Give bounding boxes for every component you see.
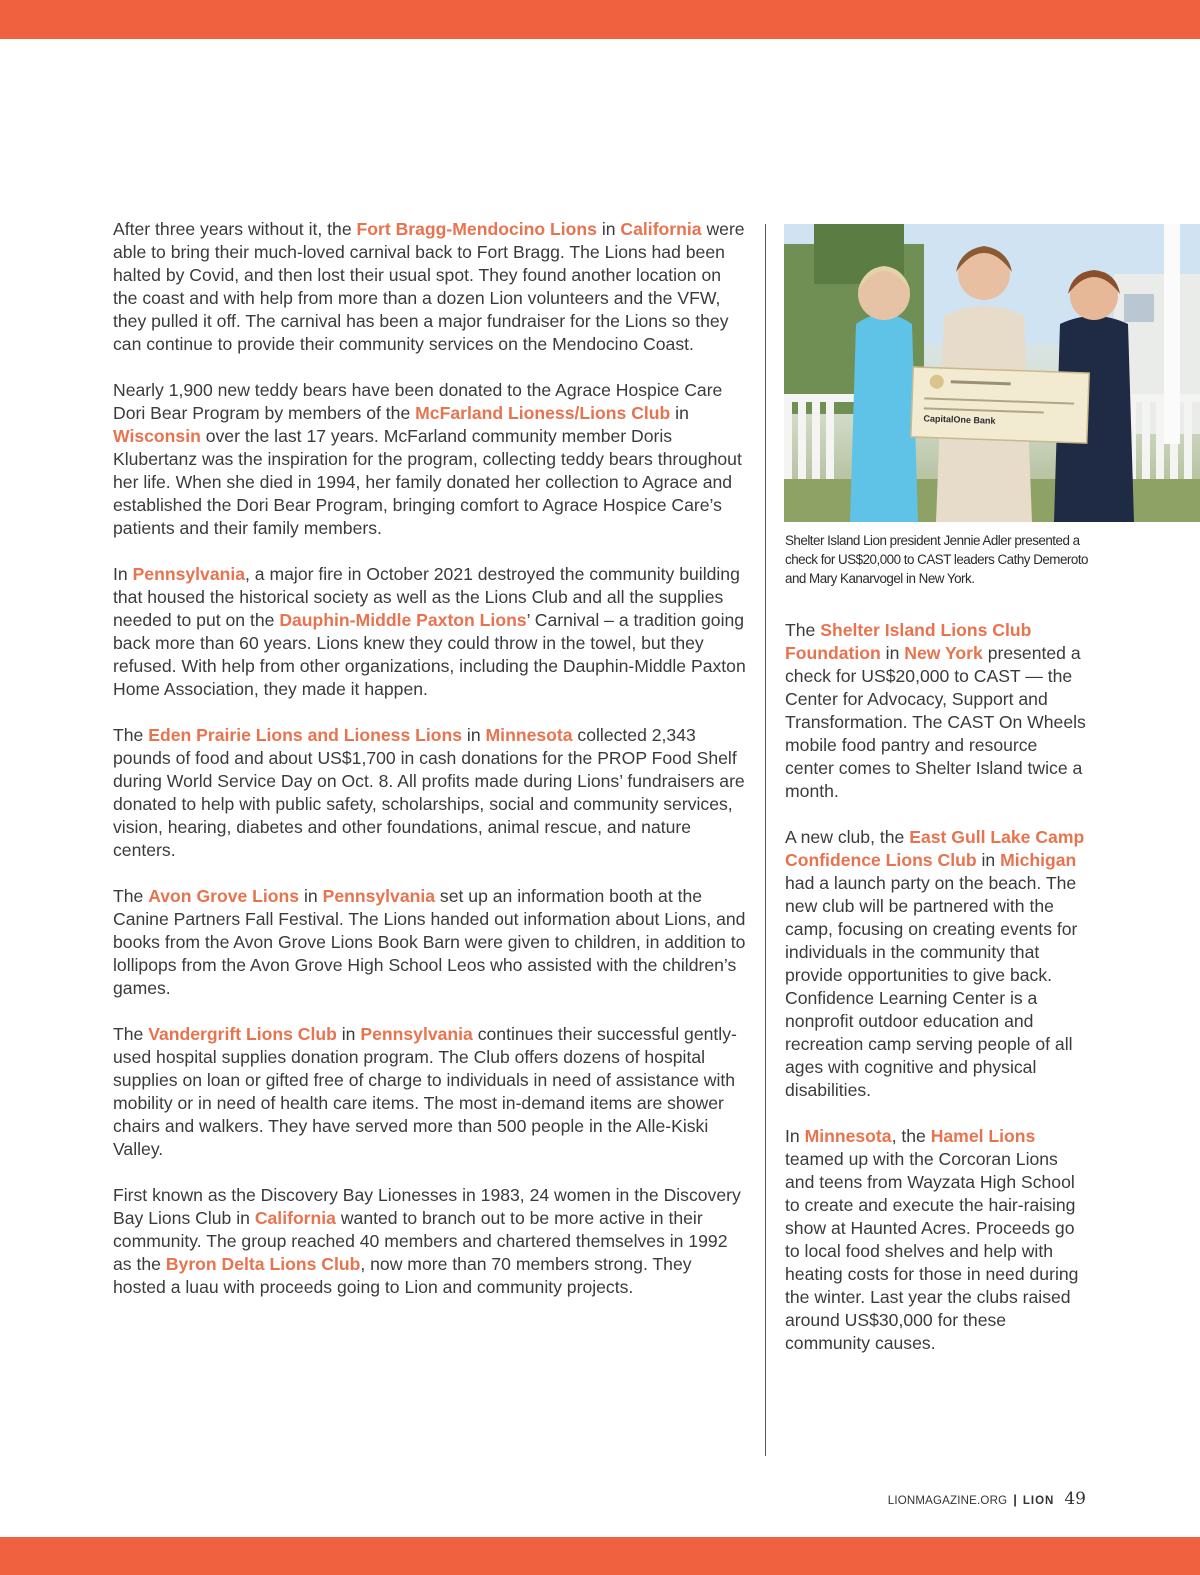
column-divider [765,224,766,1456]
paragraph-avon-grove: The Avon Grove Lions in Pennsylvania set up an information booth at the Canine Partners Fall Festival. The Lions handed out information about Lions, and books from the Avon Grove Lions Book Barn were given to children, in addition to lollipops from the Avon Grove High School Leos who assisted with the children’s games. [113,886,746,998]
footer-separator: | [1013,1492,1017,1507]
footer-magazine-name: LION [1022,1495,1055,1507]
club-name: Shelter Island Lions Club Foundation [785,620,1032,663]
main-article-column [113,218,749,1322]
state-name: Minnesota [485,725,573,745]
footer-site-url: LIONMAGAZINE.ORG [887,1495,1008,1507]
paragraph-byron-delta: First known as the Discovery Bay Lionesses in 1983, 24 women in the Discovery Bay Lions Club in California wanted to branch out to be more active in their community. The group reached 40 members and chartered themselves in 1992 as the Byron Delta Lions Club, now more than 70 members strong. They hosted a luau with proceeds going to Lion and community projects. [113,1185,741,1297]
state-name: Wisconsin [113,426,201,446]
check-presentation-photo [784,224,1200,522]
paragraph-mcfarland: Nearly 1,900 new teddy bears have been donated to the Agrace Hospice Care Dori Bear Program by members of the McFarland Lioness/Lions Club in Wisconsin over the last 17 years. McFarland community member Doris Klubertanz was the inspiration for the program, collecting teddy bears throughout her life. When she died in 1994, her family donated her collection to Agrace and established the Dori Bear Program, bringing comfort to Agrace Hospice Care’s patients and their family members. [113,380,742,538]
page-footer [888,1489,1086,1509]
check-bank-logo: CapitalOne Bank [923,413,996,426]
state-name: Michigan [1000,850,1077,870]
paragraph-fort-bragg: After three years without it, the Fort Bragg-Mendocino Lions in California were able to bring their much-loved carnival back to Fort Bragg. The Lions had been halted by Covid, and then lost their usual spot. They found another location on the coast and with help from more than a dozen Lion volunteers and the VFW, they pulled it off. The carnival has been a major fundraiser for the Lions so they can continue to provide their community services on the Mendocino Coast. [113,219,745,354]
top-color-band [0,0,1200,39]
side-article-column [785,619,1090,1378]
state-name: California [254,1208,336,1228]
photo-illustration [784,224,1200,522]
state-name: New York [904,643,983,663]
page-number: 49 [1064,1489,1086,1509]
paragraph-vandergrift: The Vandergrift Lions Club in Pennsylvania continues their successful gently-used hospital supplies donation program. The Club offers dozens of hospital supplies on loan or gifted free of charge to individuals in need of assistance with mobility or in need of health care items. The most in-demand items are shower chairs and walkers. They have served more than 500 people in the Alle-Kiski Valley. [113,1024,737,1159]
state-name: California [620,219,702,239]
paragraph-dauphin: In Pennsylvania, a major fire in October 2021 destroyed the community building that housed the historical society as well as the Lions Club and all the supplies needed to put on the Dauphin-Middle Paxton Lions’ Carnival – a tradition going back more than 60 years. Lions knew they could throw in the towel, but they refused. With help from other organizations, including the Dauphin-Middle Paxton Home Association, they made it happen. [113,564,746,699]
state-name: Pennsylvania [132,564,246,584]
state-name: Pennsylvania [322,886,436,906]
club-name: Byron Delta Lions Club [165,1254,361,1274]
club-name: Eden Prairie Lions and Lioness Lions [148,725,463,745]
club-name: Vandergrift Lions Club [148,1024,337,1044]
state-name: Minnesota [804,1126,892,1146]
club-name: Avon Grove Lions [148,886,300,906]
state-name: Pennsylvania [360,1024,473,1044]
paragraph-eden-prairie: The Eden Prairie Lions and Lioness Lions in Minnesota collected 2,343 pounds of food and about US$1,700 in cash donations for the PROP Food Shelf during World Service Day on Oct. 8. All profits made during Lions’ fundraisers are donated to help with public safety, scholarships, social and community services, vision, hearing, diabetes and other foundations, animal rescue, and nature centers. [113,725,745,860]
club-name: East Gull Lake Camp Confidence Lions Club [785,827,1085,870]
club-name: Dauphin-Middle Paxton Lions [279,610,527,630]
photo-caption: Shelter Island Lion president Jennie Adler presented a check for US$20,000 to CAST leaders Cathy Demeroto and Mary Kanarvogel in New York. [785,533,1088,586]
paragraph-east-gull-lake: A new club, the East Gull Lake Camp Confidence Lions Club in Michigan had a launch party on the beach. The new club will be partnered with the camp, focusing on creating events for individuals in the community that provide opportunities to give back. Confidence Learning Center is a nonprofit outdoor education and recreation camp serving people of all ages with cognitive and physical disabilities. [785,827,1085,1100]
club-name: Hamel Lions [930,1126,1036,1146]
club-name: McFarland Lioness/Lions Club [415,403,671,423]
paragraph-shelter-island: The Shelter Island Lions Club Foundation in New York presented a check for US$20,000 to CAST — the Center for Advocacy, Support and Transformation. The CAST On Wheels mobile food pantry and resource center comes to Shelter Island twice a month. [785,620,1086,801]
club-name: Fort Bragg-Mendocino Lions [356,219,597,239]
paragraph-hamel: In Minnesota, the Hamel Lions teamed up with the Corcoran Lions and teens from Wayzata High School to create and execute the hair-raising show at Haunted Acres. Proceeds go to local food shelves and help with heating costs for those in need during the winter. Last year the clubs raised around US$30,000 for these community causes. [785,1126,1079,1353]
bottom-color-band [0,1537,1200,1575]
